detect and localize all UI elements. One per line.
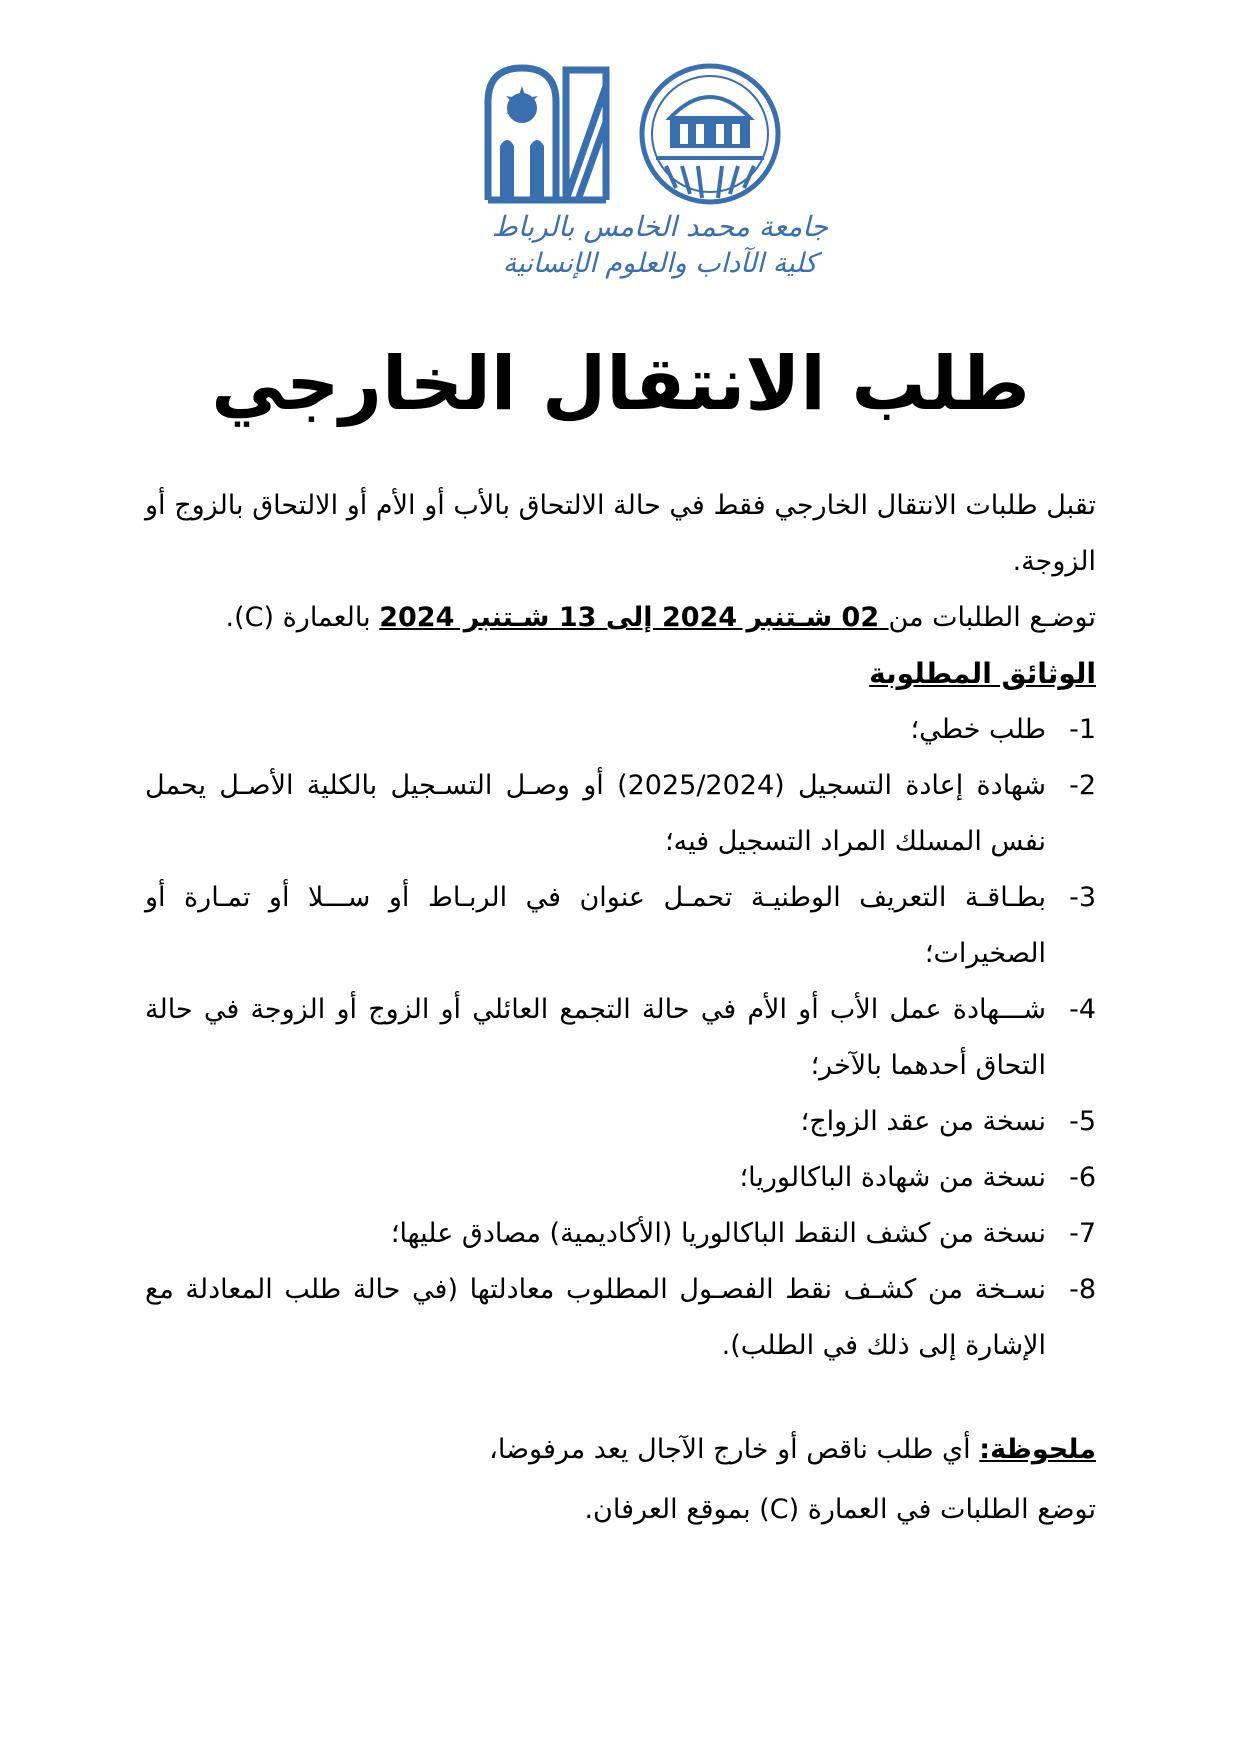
item-text: نسخة من كشف النقط الباكالوريا (الأكاديمية) مصادق عليها؛ [390, 1218, 1046, 1249]
intro-sentence: تقبل طلبات الانتقال الخارجي فقط في حالة الالتحاق بالأب أو الأم أو الالتحاق بالزوج أو الزوجة. [145, 490, 1096, 577]
item-number: 6- [1069, 1162, 1096, 1193]
item-number: 2- [1069, 770, 1096, 801]
item-number: 8- [1069, 1274, 1096, 1305]
list-item [145, 702, 1096, 758]
item-text: شـــهادة عمل الأب أو الأم في حالة التجمع العائلي أو الزوج أو الزوجة في حالة التحاق أحدهما بالآخر؛ [145, 994, 1046, 1081]
item-text: نسـخة من كشـف نقط الفصـول المطلوب معادلتها (في حالة طلب المعادلة مع الإشارة إلى ذلك في الطلب). [145, 1274, 1046, 1361]
item-text: بطـاقـة التعريف الوطنيـة تحمـل عنوان في الربـاط أو ســـلا أو تمـارة أو الصخيرات؛ [145, 882, 1046, 969]
list-item [145, 1094, 1096, 1150]
item-number: 1- [1069, 714, 1096, 745]
note-block [336, 1420, 1096, 1540]
item-number: 7- [1069, 1218, 1096, 1249]
deposit-prefix: توضـع الطلبات من [888, 602, 1096, 633]
item-number: 4- [1069, 994, 1096, 1025]
list-item [145, 870, 1096, 982]
list-item [145, 982, 1096, 1094]
item-text: طلب خطي؛ [910, 714, 1046, 745]
document-body [145, 478, 1096, 1374]
faculty-logo [470, 62, 850, 292]
item-text: نسخة من شهادة الباكالوريا؛ [739, 1162, 1046, 1193]
item-number: 5- [1069, 1106, 1096, 1137]
list-item [145, 758, 1096, 870]
note-line-1 [336, 1420, 1096, 1480]
documents-heading: الوثائق المطلوبة [869, 657, 1096, 690]
university-name: جامعة محمد الخامس بالرباط [491, 210, 829, 243]
list-item [145, 1150, 1096, 1206]
logo-emblem-icon [470, 62, 850, 212]
intro-paragraph [145, 478, 1096, 646]
documents-list [145, 702, 1096, 1374]
faculty-name: كلية الآداب والعلوم الإنسانية [502, 248, 818, 279]
deposit-period-paragraph [145, 590, 1096, 646]
page-title: طلب الانتقال الخارجي [211, 341, 1030, 427]
list-item [145, 1262, 1096, 1374]
deposit-suffix: بالعمارة (C). [225, 602, 380, 633]
note-line-2: توضع الطلبات في العمارة (C) بموقع العرفان. [584, 1494, 1096, 1525]
item-text: نسخة من عقد الزواج؛ [800, 1106, 1046, 1137]
list-item [145, 1206, 1096, 1262]
item-text: شهادة إعادة التسجيل (2025/2024) أو وصـل التسـجيل بالكلية الأصـل يحمل نفس المسلك المراد التسجيل فيه؛ [145, 770, 1046, 857]
item-number: 3- [1069, 882, 1096, 913]
note-text-1: أي طلب ناقص أو خارج الآجال يعد مرفوضا، [489, 1434, 980, 1465]
deposit-period: 02 شـتنبر 2024 إلى 13 شـتنبر 2024 [379, 602, 889, 633]
note-label: ملحوظة: [979, 1434, 1096, 1465]
